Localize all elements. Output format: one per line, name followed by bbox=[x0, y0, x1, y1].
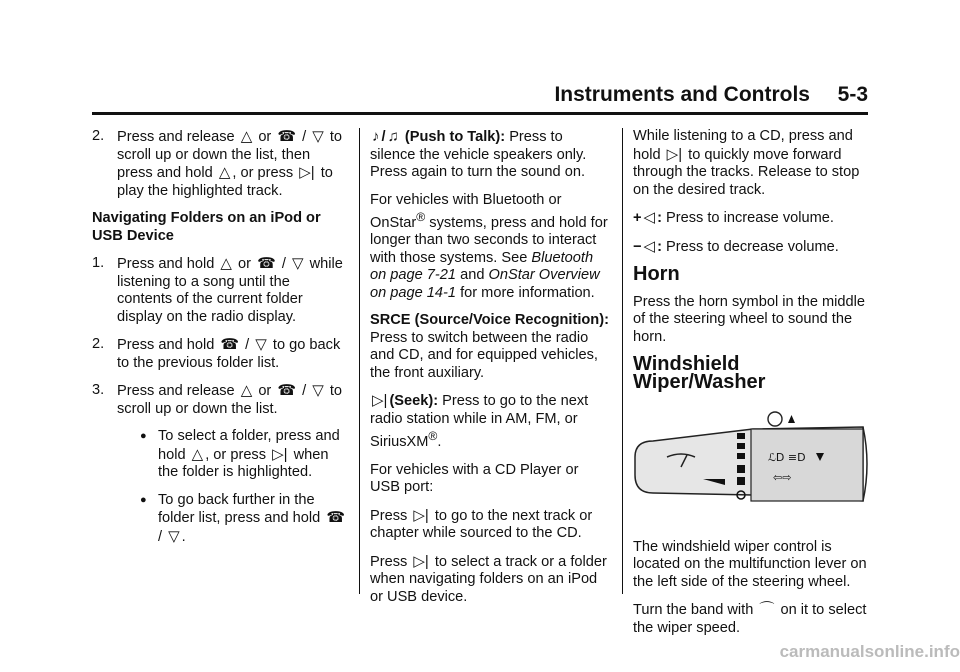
text: to play the highlighted track. bbox=[117, 165, 333, 199]
wiper-speed-paragraph bbox=[633, 601, 873, 637]
label: (Seek): bbox=[389, 393, 439, 410]
text: , or press bbox=[205, 446, 267, 463]
wiper-icon: ⌒ bbox=[759, 601, 775, 618]
text: To select a folder, press and hold bbox=[158, 428, 340, 463]
text: . bbox=[181, 528, 186, 545]
seek-icon: ▷| bbox=[299, 164, 315, 181]
text: to select a track or a folder when navigating folders on an iPod or USB device. bbox=[370, 553, 607, 605]
text: Press and hold bbox=[117, 256, 215, 272]
seek-icon: ▷| bbox=[372, 392, 388, 410]
srce-paragraph bbox=[370, 312, 610, 382]
text: − bbox=[633, 238, 642, 255]
column-3 bbox=[633, 128, 873, 647]
down-arrow-icon: ▽ bbox=[291, 255, 304, 272]
text: Press bbox=[370, 507, 408, 524]
volume-down-paragraph bbox=[633, 238, 873, 257]
text: for more information. bbox=[460, 284, 595, 301]
text: / bbox=[302, 383, 307, 399]
text: and bbox=[460, 267, 485, 284]
column-1 bbox=[92, 128, 349, 556]
text: systems, press and hold for longer than two seconds to interact with those systems. See bbox=[370, 214, 608, 266]
down-arrow-icon: ▽ bbox=[255, 336, 267, 353]
label: (Push to Talk): bbox=[404, 129, 506, 145]
up-arrow-icon: △ bbox=[191, 445, 204, 463]
text: Press to increase volume. bbox=[666, 210, 834, 226]
text: While listening to a CD, press and hold bbox=[633, 128, 853, 163]
seek-icon: ▷| bbox=[272, 445, 288, 463]
wiper-paragraph: The windshield wiper control is located on the multifunction lever on the left side of the steering wheel. bbox=[633, 538, 867, 590]
header-rule bbox=[92, 112, 868, 115]
step-2 bbox=[92, 128, 349, 200]
down-arrow-icon: ▽ bbox=[312, 128, 324, 145]
step-text bbox=[117, 382, 349, 418]
text: / bbox=[245, 337, 250, 353]
text: or bbox=[238, 256, 252, 272]
volume-icon: ◁ bbox=[643, 237, 656, 255]
step-number: 2. bbox=[92, 336, 105, 352]
phone-end-icon: ☎ bbox=[220, 336, 240, 353]
horn-paragraph: Press the horn symbol in the middle of the steering wheel to sound the horn. bbox=[633, 293, 865, 345]
text: Press and release bbox=[117, 383, 235, 399]
cd-paragraph: For vehicles with a CD Player or USB port: bbox=[370, 461, 579, 496]
text: / bbox=[381, 129, 386, 145]
listen-paragraph bbox=[633, 128, 873, 199]
phone-end-icon: ☎ bbox=[326, 509, 345, 526]
svg-text:⇦⇨: ⇦⇨ bbox=[773, 471, 792, 484]
seek-icon: ▷| bbox=[413, 506, 429, 524]
push-to-talk-icon: ♪ bbox=[372, 128, 380, 145]
text: when the folder is highlighted. bbox=[158, 446, 329, 480]
up-arrow-icon: △ bbox=[240, 382, 253, 399]
text: Press to decrease volume. bbox=[666, 238, 839, 255]
column-2 bbox=[370, 128, 610, 616]
text: or bbox=[258, 129, 272, 145]
text: : bbox=[657, 238, 662, 255]
text: / bbox=[281, 256, 286, 272]
text: Press to silence the vehicle speakers only. Press again to turn the sound on. bbox=[370, 129, 587, 180]
press-paragraph bbox=[370, 507, 610, 543]
horn-heading: Horn bbox=[633, 263, 680, 285]
label: SRCE (Source/Voice Recognition): bbox=[370, 312, 609, 329]
text: to quickly move forward through the tracks. Release to stop on the desired track. bbox=[633, 146, 860, 198]
up-arrow-icon: △ bbox=[218, 164, 231, 181]
ptt-paragraph bbox=[370, 128, 610, 182]
step-2b bbox=[92, 336, 349, 372]
watermark: carmanualsonline.info bbox=[779, 642, 960, 661]
bullet-icon: ● bbox=[140, 493, 147, 506]
step-text bbox=[117, 128, 349, 200]
text: For vehicles with Bluetooth or OnStar bbox=[370, 191, 562, 231]
bullet-icon: ● bbox=[140, 430, 147, 442]
registered-mark: ® bbox=[416, 210, 426, 224]
step-3 bbox=[92, 382, 349, 418]
bluetooth-paragraph bbox=[370, 192, 610, 303]
seek-icon: ▷| bbox=[413, 552, 429, 570]
phone-end-icon: ☎ bbox=[257, 255, 276, 272]
wiper-heading: Windshield Wiper/Washer bbox=[633, 353, 766, 393]
volume-up-paragraph bbox=[633, 209, 873, 228]
wiper-lever-illustration bbox=[633, 409, 873, 519]
up-arrow-icon: △ bbox=[240, 128, 253, 145]
bullet-text bbox=[158, 428, 349, 482]
volume-icon: ◁ bbox=[643, 209, 656, 226]
list-item bbox=[140, 492, 349, 547]
text: Turn the band with bbox=[633, 602, 754, 618]
page-number: 5-3 bbox=[837, 83, 868, 106]
text: or bbox=[258, 383, 272, 399]
step-number: 1. bbox=[92, 255, 105, 271]
list-item bbox=[140, 428, 349, 482]
step-number: 2. bbox=[92, 128, 105, 144]
phone-end-icon: ☎ bbox=[277, 382, 297, 399]
text: to go back to the previous folder list. bbox=[117, 337, 341, 371]
press-paragraph bbox=[370, 553, 610, 607]
text: / bbox=[302, 129, 307, 145]
text: Press to go to the next radio station while in AM, FM, or SiriusXM bbox=[370, 393, 589, 451]
step-text bbox=[117, 336, 349, 372]
section-title: Instruments and Controls bbox=[554, 83, 810, 106]
text: . bbox=[437, 434, 442, 451]
svg-text:ℒD ≡D: ℒD ≡D bbox=[768, 451, 806, 464]
seek-paragraph bbox=[370, 392, 610, 451]
cross-reference-link[interactable]: Bluetooth on page 7-21 bbox=[370, 249, 594, 284]
phone-end-icon: ☎ bbox=[277, 128, 297, 145]
text: Press to switch between the radio and CD, and for equipped vehicles, the front auxiliary. bbox=[370, 329, 598, 381]
column-divider bbox=[622, 128, 623, 594]
text: Press bbox=[370, 553, 408, 570]
step-number: 3. bbox=[92, 382, 105, 398]
text: + bbox=[633, 210, 642, 226]
text: to scroll up or down the list. bbox=[117, 383, 343, 417]
text: : bbox=[657, 210, 662, 226]
step-text bbox=[117, 255, 349, 326]
text: , or press bbox=[232, 165, 294, 181]
text: on it to select the wiper speed. bbox=[633, 602, 867, 636]
column-divider bbox=[359, 128, 360, 594]
bullet-text bbox=[158, 492, 349, 547]
cross-reference-link[interactable]: OnStar Overview on page 14-1 bbox=[370, 267, 600, 301]
seek-icon: ▷| bbox=[666, 145, 683, 163]
text: while listening to a song until the contents of the current folder display on the radio display. bbox=[117, 256, 343, 325]
step-1 bbox=[92, 255, 349, 326]
text: To go back further in the folder list, press and hold bbox=[158, 491, 321, 526]
down-arrow-icon: ▽ bbox=[312, 382, 324, 399]
voice-icon: ♫ bbox=[387, 128, 399, 145]
text: Press and hold bbox=[117, 337, 215, 353]
subheading: Navigating Folders on an iPod or USB Device bbox=[92, 210, 321, 244]
text: to scroll up or down the list, then press and hold bbox=[117, 129, 343, 181]
up-arrow-icon: △ bbox=[220, 255, 232, 272]
text: / bbox=[158, 528, 163, 545]
text: to go to the next track or chapter while sourced to the CD. bbox=[370, 507, 593, 542]
text: Press and release bbox=[117, 129, 235, 145]
down-arrow-icon: ▽ bbox=[168, 527, 180, 545]
registered-mark: ® bbox=[428, 429, 438, 444]
